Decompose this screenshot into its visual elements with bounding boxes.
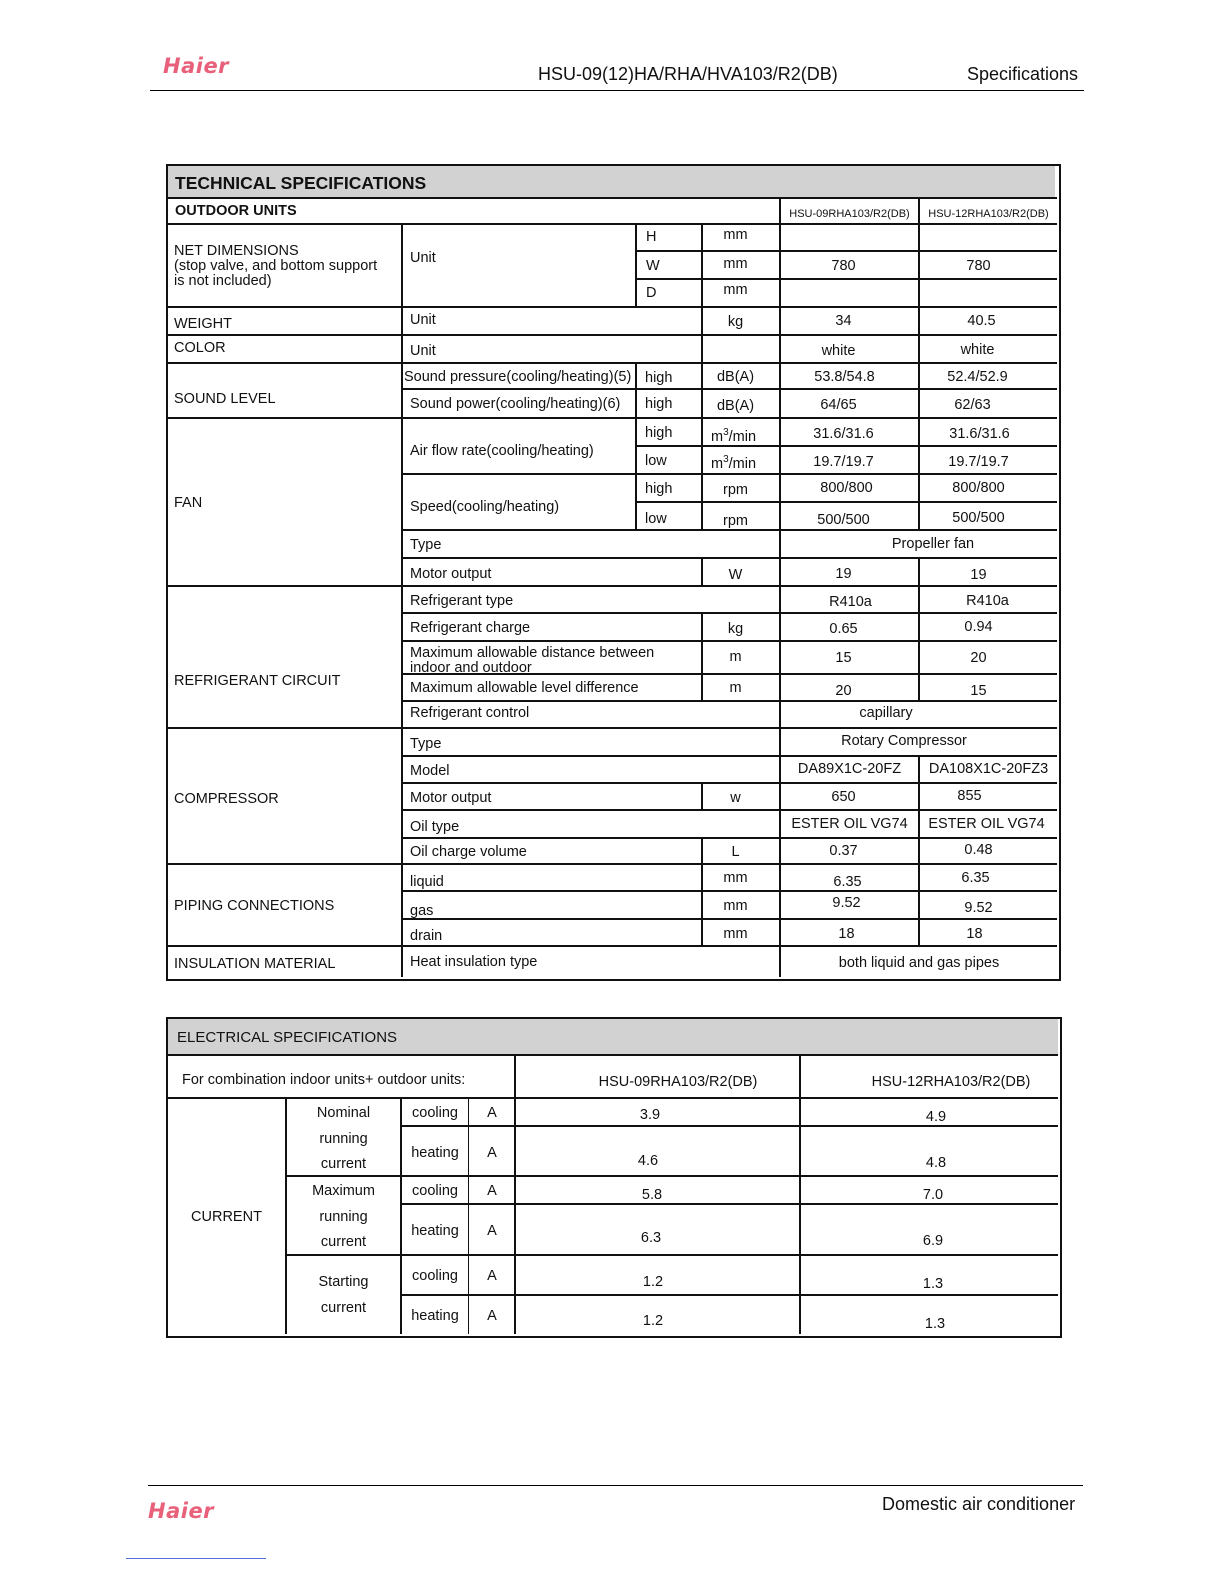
gas-a: 9.52 [832,895,861,911]
net-dimensions-label: NET DIMENSIONS [174,243,299,259]
airflow-label: Air flow rate(cooling/heating) [410,443,594,459]
airflow-low-unit: $m^3/\min$ [711,454,757,472]
starting-cooling-a: 1.2 [642,1274,664,1290]
model-b-header: HSU-12RHA103/R2(DB) [928,208,1049,220]
oil-type-a: ESTER OIL VG74 [791,816,908,832]
footer-link-underline [126,1558,266,1559]
maximum-heating-unit: A [487,1223,497,1239]
fan-type-value: Propeller fan [891,536,975,552]
speed-label: Speed(cooling/heating) [410,499,560,515]
maximum-cooling-unit: A [487,1183,497,1199]
maximum-heating-b: 6.9 [922,1233,944,1249]
nominal-current-label: current [320,1156,367,1172]
sound-power-a: 64/65 [820,397,857,413]
col-divider [400,1097,402,1334]
dim-w-a: 780 [831,258,856,274]
row-divider [636,250,1057,252]
row-divider [402,837,1057,839]
nominal-heating-unit: A [487,1145,497,1161]
sound-pressure-label: Sound pressure(cooling/heating)(5) [404,369,632,385]
compressor-model-b: DA108X1C-20FZ3 [928,761,1049,777]
gas-b: 9.52 [964,900,993,916]
compressor-label: COMPRESSOR [174,791,279,807]
row-divider [168,1054,1058,1056]
fan-motor-output-b: 19 [970,567,987,583]
outdoor-units-label: OUTDOOR UNITS [175,203,297,219]
footer-rule [148,1485,1083,1486]
airflow-high-unit: $m^3/\min$ [711,427,757,445]
speed-high-a: 800/800 [820,480,873,496]
row-divider [168,1097,1058,1099]
row-divider [168,417,1057,419]
starting-current-label: current [320,1300,367,1316]
weight-a: 34 [835,313,852,329]
tech-title: TECHNICAL SPECIFICATIONS [175,173,427,193]
col-divider [468,1097,469,1334]
row-divider [636,278,1057,280]
speed-high-level: high [645,481,673,497]
maximum-heating-a: 6.3 [640,1230,662,1246]
refrigerant-charge-label: Refrigerant charge [410,620,531,636]
starting-heating-b: 1.3 [924,1316,946,1332]
row-divider [402,640,1057,642]
fan-label: FAN [174,495,203,511]
nominal-cooling-label: cooling [412,1105,458,1121]
nominal-cooling-unit: A [487,1105,497,1121]
header-rule [150,90,1084,91]
color-b: white [960,342,995,358]
drain-b: 18 [966,926,983,942]
starting-heating-label: heating [411,1308,459,1324]
row-divider [402,557,1057,559]
airflow-low-a: 19.7/19.7 [813,454,874,470]
max-distance-b: 20 [970,650,987,666]
header-logo: Haier [163,54,230,78]
sound-pressure-a: 53.8/54.8 [814,369,875,385]
heat-insulation-value: both liquid and gas pipes [838,955,1000,971]
fan-motor-output-a: 19 [835,566,852,582]
combination-label: For combination indoor units+ outdoor units: [182,1072,466,1088]
weight-b: 40.5 [967,313,996,329]
maximum-cooling-label: cooling [412,1183,458,1199]
net-dimensions-note: is not included) [174,273,272,289]
sound-pressure-unit: dB(A) [716,369,755,385]
speed-low-b: 500/500 [952,510,1005,526]
sound-pressure-b: 52.4/52.9 [947,369,1008,385]
weight-label: WEIGHT [174,316,232,332]
gas-unit: mm [723,898,748,914]
compressor-motor-output-b: 855 [957,788,982,804]
footer-caption: Domestic air conditioner [882,1494,1076,1514]
oil-charge-label: Oil charge volume [410,844,527,860]
max-level-b: 15 [970,683,987,699]
max-level-label: Maximum allowable level difference [410,680,639,696]
row-divider [168,863,1057,865]
airflow-low-b: 19.7/19.7 [948,454,1009,470]
max-distance-label: Maximum allowable distance between [410,645,655,661]
starting-label: Starting [318,1274,369,1290]
compressor-motor-output-label: Motor output [410,790,492,806]
col-divider [635,417,637,529]
fan-motor-output-label: Motor output [410,566,492,582]
row-divider [402,755,1057,757]
nominal-heating-label: heating [411,1145,459,1161]
sound-pressure-level: high [645,370,673,386]
piping-connections-label: PIPING CONNECTIONS [174,898,335,914]
sound-level-label: SOUND LEVEL [174,391,276,407]
starting-cooling-unit: A [487,1268,497,1284]
row-divider [402,700,1057,702]
fan-type-label: Type [410,537,442,553]
refrigerant-type-label: Refrigerant type [410,593,514,609]
row-divider [402,612,1057,614]
oil-charge-unit: L [731,844,740,860]
liquid-a: 6.35 [833,874,862,890]
compressor-type-value: Rotary Compressor [841,733,967,749]
starting-heating-a: 1.2 [642,1313,664,1329]
row-divider [402,529,1057,531]
liquid-unit: mm [723,870,748,886]
row-divider [400,1125,1058,1127]
compressor-model-a: DA89X1C-20FZ [797,761,902,777]
weight-unit: kg [727,314,744,330]
max-distance-label-cont: indoor and outdoor [410,660,532,676]
net-dimensions-note: (stop valve, and bottom support [174,258,378,274]
color-label: COLOR [174,340,226,356]
refrigerant-charge-unit: kg [727,621,744,637]
drain-a: 18 [838,926,855,942]
airflow-high-b: 31.6/31.6 [949,426,1010,442]
row-divider [402,388,1057,390]
starting-cooling-b: 1.3 [922,1276,944,1292]
drain-unit: mm [723,926,748,942]
row-divider [168,945,1057,947]
row-divider [400,1203,1058,1205]
sound-power-level: high [645,396,673,412]
row-divider [636,445,1057,447]
speed-low-a: 500/500 [817,512,870,528]
compressor-motor-output-a: 650 [831,789,856,805]
row-divider [402,809,1057,811]
oil-charge-b: 0.48 [964,842,993,858]
col-divider [635,223,637,307]
current-label: CURRENT [191,1209,262,1225]
refrigerant-control-value: capillary [859,705,913,721]
refrigerant-charge-a: 0.65 [829,621,858,637]
refrigerant-type-a: R410a [829,594,872,610]
nominal-heating-b: 4.8 [925,1155,947,1171]
row-divider [402,918,1057,920]
max-level-a: 20 [835,683,852,699]
dim-w-b: 780 [966,258,991,274]
footer-logo: Haier [148,1499,215,1523]
dim-h-unit: mm [723,227,748,243]
maximum-cooling-b: 7.0 [922,1187,944,1203]
max-distance-unit: m [729,649,742,665]
col-divider [701,362,703,529]
nominal-heating-a: 4.6 [637,1153,659,1169]
dim-d-unit: mm [723,282,748,298]
dim-d-label: D [646,285,657,301]
liquid-label: liquid [410,874,444,890]
col-divider [401,223,403,977]
row-divider [168,362,1057,364]
elec-title: ELECTRICAL SPECIFICATIONS [177,1029,398,1046]
oil-charge-a: 0.37 [829,843,858,859]
row-divider [168,223,1057,225]
col-divider [635,362,637,418]
maximum-label: Maximum [312,1183,375,1199]
starting-cooling-label: cooling [412,1268,458,1284]
header-model: HSU-09(12)HA/RHA/HVA103/R2(DB) [538,64,838,84]
model-a-header: HSU-09RHA103/R2(DB) [789,208,910,220]
nominal-cooling-a: 3.9 [639,1107,661,1123]
airflow-high-a: 31.6/31.6 [813,426,874,442]
refrigerant-control-label: Refrigerant control [410,705,530,721]
row-divider [168,197,1057,199]
insulation-material-label: INSULATION MATERIAL [174,956,336,972]
maximum-cooling-a: 5.8 [641,1187,663,1203]
speed-low-unit: rpm [723,513,748,529]
maximum-current-label: current [320,1234,367,1250]
row-divider [168,585,1057,587]
refrigerant-type-b: R410a [966,593,1009,609]
nominal-cooling-b: 4.9 [925,1109,947,1125]
compressor-type-label: Type [410,736,442,752]
max-level-unit: m [729,680,742,696]
starting-heating-unit: A [487,1308,497,1324]
airflow-high-level: high [645,425,673,441]
oil-type-b: ESTER OIL VG74 [928,816,1045,832]
elec-model-b: HSU-12RHA103/R2(DB) [871,1074,1031,1090]
header-section: Specifications [967,64,1079,84]
row-divider [168,306,1057,308]
dim-w-label: W [646,258,660,274]
sound-power-unit: dB(A) [716,398,755,414]
row-divider [400,1294,1058,1296]
speed-low-level: low [645,511,667,527]
dim-h-label: H [646,229,657,245]
compressor-motor-output-unit: w [730,790,741,806]
color-a: white [821,343,856,359]
maximum-running-label: running [319,1209,368,1225]
gas-label: gas [410,903,434,919]
maximum-heating-label: heating [411,1223,459,1239]
sound-power-label: Sound power(cooling/heating)(6) [410,396,621,412]
fan-motor-output-unit: W [728,567,743,583]
nominal-label: Nominal [316,1105,371,1121]
liquid-b: 6.35 [961,870,990,886]
row-divider [402,890,1057,892]
speed-high-b: 800/800 [952,480,1005,496]
airflow-low-level: low [645,453,667,469]
refrigerant-circuit-label: REFRIGERANT CIRCUIT [174,673,341,689]
elec-model-a: HSU-09RHA103/R2(DB) [598,1074,758,1090]
drain-label: drain [410,928,443,944]
refrigerant-charge-b: 0.94 [964,619,993,635]
row-divider [402,473,1057,475]
sound-power-b: 62/63 [954,397,991,413]
row-divider [636,501,1057,503]
nominal-running-label: running [319,1131,368,1147]
speed-high-unit: rpm [723,482,748,498]
compressor-model-label: Model [410,763,450,779]
dim-w-unit: mm [723,256,748,272]
max-distance-a: 15 [835,650,852,666]
row-divider [168,334,1057,336]
unit-label: Unit [410,250,436,266]
row-divider [168,727,1057,729]
heat-insulation-label: Heat insulation type [410,954,538,970]
color-unit-label: Unit [410,343,436,359]
weight-unit-label: Unit [410,312,436,328]
row-divider [402,782,1057,784]
oil-type-label: Oil type [410,819,460,835]
